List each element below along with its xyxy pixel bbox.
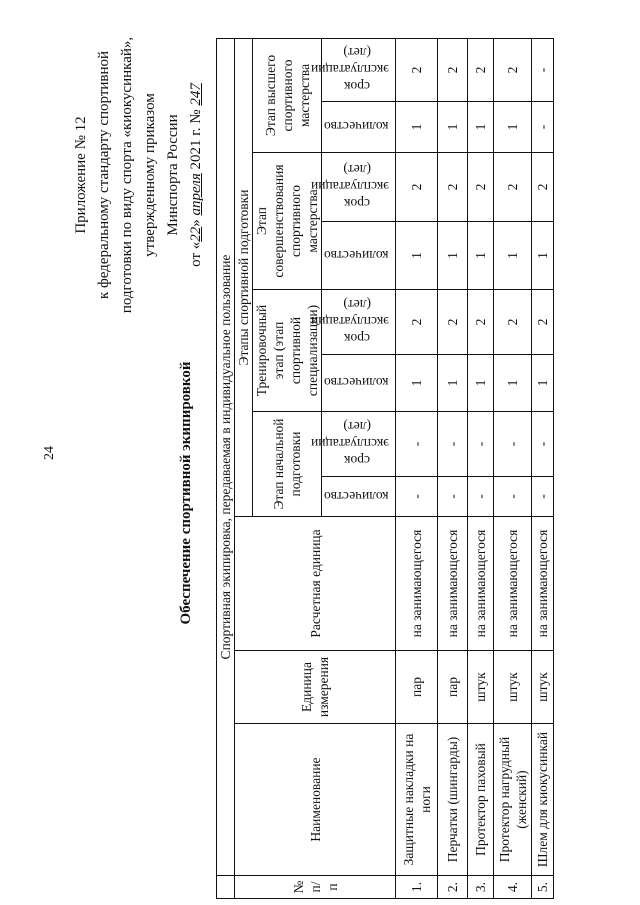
row-qty: 1 (532, 355, 554, 412)
row-name: Протектор паховый (468, 724, 494, 876)
appendix-line: подготовки по виду спорта «киокусинкай», (119, 36, 135, 314)
row-qty: 1 (494, 102, 532, 153)
row-name: Перчатки (шингарды) (438, 724, 468, 876)
row-qty: - (438, 477, 468, 517)
row-qty: 1 (438, 102, 468, 153)
row-term: 2 (396, 39, 438, 102)
row-num: 4. (494, 876, 532, 899)
row-term: 2 (468, 39, 494, 102)
row-term: 2 (396, 290, 438, 355)
table-row (468, 39, 494, 899)
appendix-date-line (185, 10, 208, 340)
row-term: 2 (438, 290, 468, 355)
appendix-line: утвержденному приказом (142, 93, 158, 257)
table-row (532, 39, 554, 899)
row-qty: 1 (494, 222, 532, 290)
date-prefix: от « (188, 241, 204, 267)
row-num: 5. (532, 876, 554, 899)
header-qty: количество (322, 477, 396, 517)
table-header-row (235, 39, 253, 899)
row-qty: 1 (532, 222, 554, 290)
row-qty: 1 (494, 355, 532, 412)
header-spacer (217, 876, 235, 899)
header-group: Спортивная экипировка, передаваемая в индивидуальное пользование (217, 39, 235, 876)
row-term: 2 (468, 153, 494, 222)
row-unit: штук (532, 651, 554, 724)
date-year: 2021 г. № (188, 105, 204, 174)
page-number: 24 (42, 446, 57, 460)
header-num: № п/п (235, 876, 396, 899)
row-unit: пар (438, 651, 468, 724)
row-qty: 1 (396, 102, 438, 153)
header-term: срок эксплуатации (лет) (322, 153, 396, 222)
date-day: 22 (188, 226, 204, 242)
date-mid: » (188, 219, 204, 227)
row-qty: - (494, 477, 532, 517)
header-calc: Расчетная единица (235, 517, 396, 651)
row-term: 2 (396, 153, 438, 222)
row-calc: на занимающегося (494, 517, 532, 651)
table-row (396, 39, 438, 899)
header-term: срок эксплуатации (лет) (322, 412, 396, 477)
row-term: - (396, 412, 438, 477)
row-term: - (468, 412, 494, 477)
row-unit: пар (396, 651, 438, 724)
header-term: срок эксплуатации (лет) (322, 290, 396, 355)
row-qty: 1 (396, 355, 438, 412)
date-month: апреля (188, 173, 204, 216)
row-calc: на занимающегося (468, 517, 494, 651)
table-row (438, 39, 468, 899)
row-term: - (494, 412, 532, 477)
row-qty: - (396, 477, 438, 517)
row-term: - (438, 412, 468, 477)
header-stage: Этап высшего спортивного мастерства (253, 39, 322, 153)
row-num: 1. (396, 876, 438, 899)
row-qty: 1 (468, 222, 494, 290)
row-term: 2 (494, 39, 532, 102)
row-term: - (532, 39, 554, 102)
row-qty: 1 (468, 102, 494, 153)
row-qty: - (532, 102, 554, 153)
row-qty: 1 (438, 222, 468, 290)
row-qty: - (468, 477, 494, 517)
appendix-line: к федеральному стандарту спортивной (96, 50, 112, 300)
date-number: 247 (188, 83, 204, 106)
header-stage: Тренировочный этап (этап спортивной специализации) (253, 290, 322, 412)
row-term: 2 (468, 290, 494, 355)
appendix-line: Приложение № 12 (73, 116, 89, 234)
row-qty: 1 (396, 222, 438, 290)
row-term: 2 (532, 153, 554, 222)
row-num: 3. (468, 876, 494, 899)
row-qty: 1 (468, 355, 494, 412)
row-term: 2 (438, 153, 468, 222)
header-name: Наименование (235, 724, 396, 876)
row-unit: штук (494, 651, 532, 724)
header-qty: количество (322, 222, 396, 290)
row-unit: штук (468, 651, 494, 724)
row-term: 2 (494, 153, 532, 222)
appendix-block (70, 10, 208, 340)
row-name: Протектор нагрудный (женский) (494, 724, 532, 876)
appendix-line: Минспорта России (165, 114, 181, 236)
header-qty: количество (322, 102, 396, 153)
table-row (494, 39, 532, 899)
row-qty: 1 (438, 355, 468, 412)
row-calc: на занимающегося (532, 517, 554, 651)
header-stage: Этап начальной подготовки (253, 412, 322, 517)
row-term: - (532, 412, 554, 477)
row-term: 2 (438, 39, 468, 102)
row-term: 2 (494, 290, 532, 355)
document-title: Обеспечение спортивной экипировкой (178, 361, 194, 625)
header-qty: количество (322, 355, 396, 412)
header-stage: Этап совершенствования спортивного мастерства (253, 153, 322, 290)
row-term: 2 (532, 290, 554, 355)
table-header-row (217, 39, 235, 899)
row-name: Шлем для киокусинкай (532, 724, 554, 876)
header-unit: Единица измерения (235, 651, 396, 724)
row-qty: - (532, 477, 554, 517)
row-calc: на занимающегося (396, 517, 438, 651)
row-num: 2. (438, 876, 468, 899)
row-calc: на занимающегося (438, 517, 468, 651)
row-name: Защитные накладки на ноги (396, 724, 438, 876)
equipment-table (216, 38, 554, 899)
header-stages: Этапы спортивной подготовки (235, 39, 253, 517)
header-term: срок эксплуатации (лет) (322, 39, 396, 102)
